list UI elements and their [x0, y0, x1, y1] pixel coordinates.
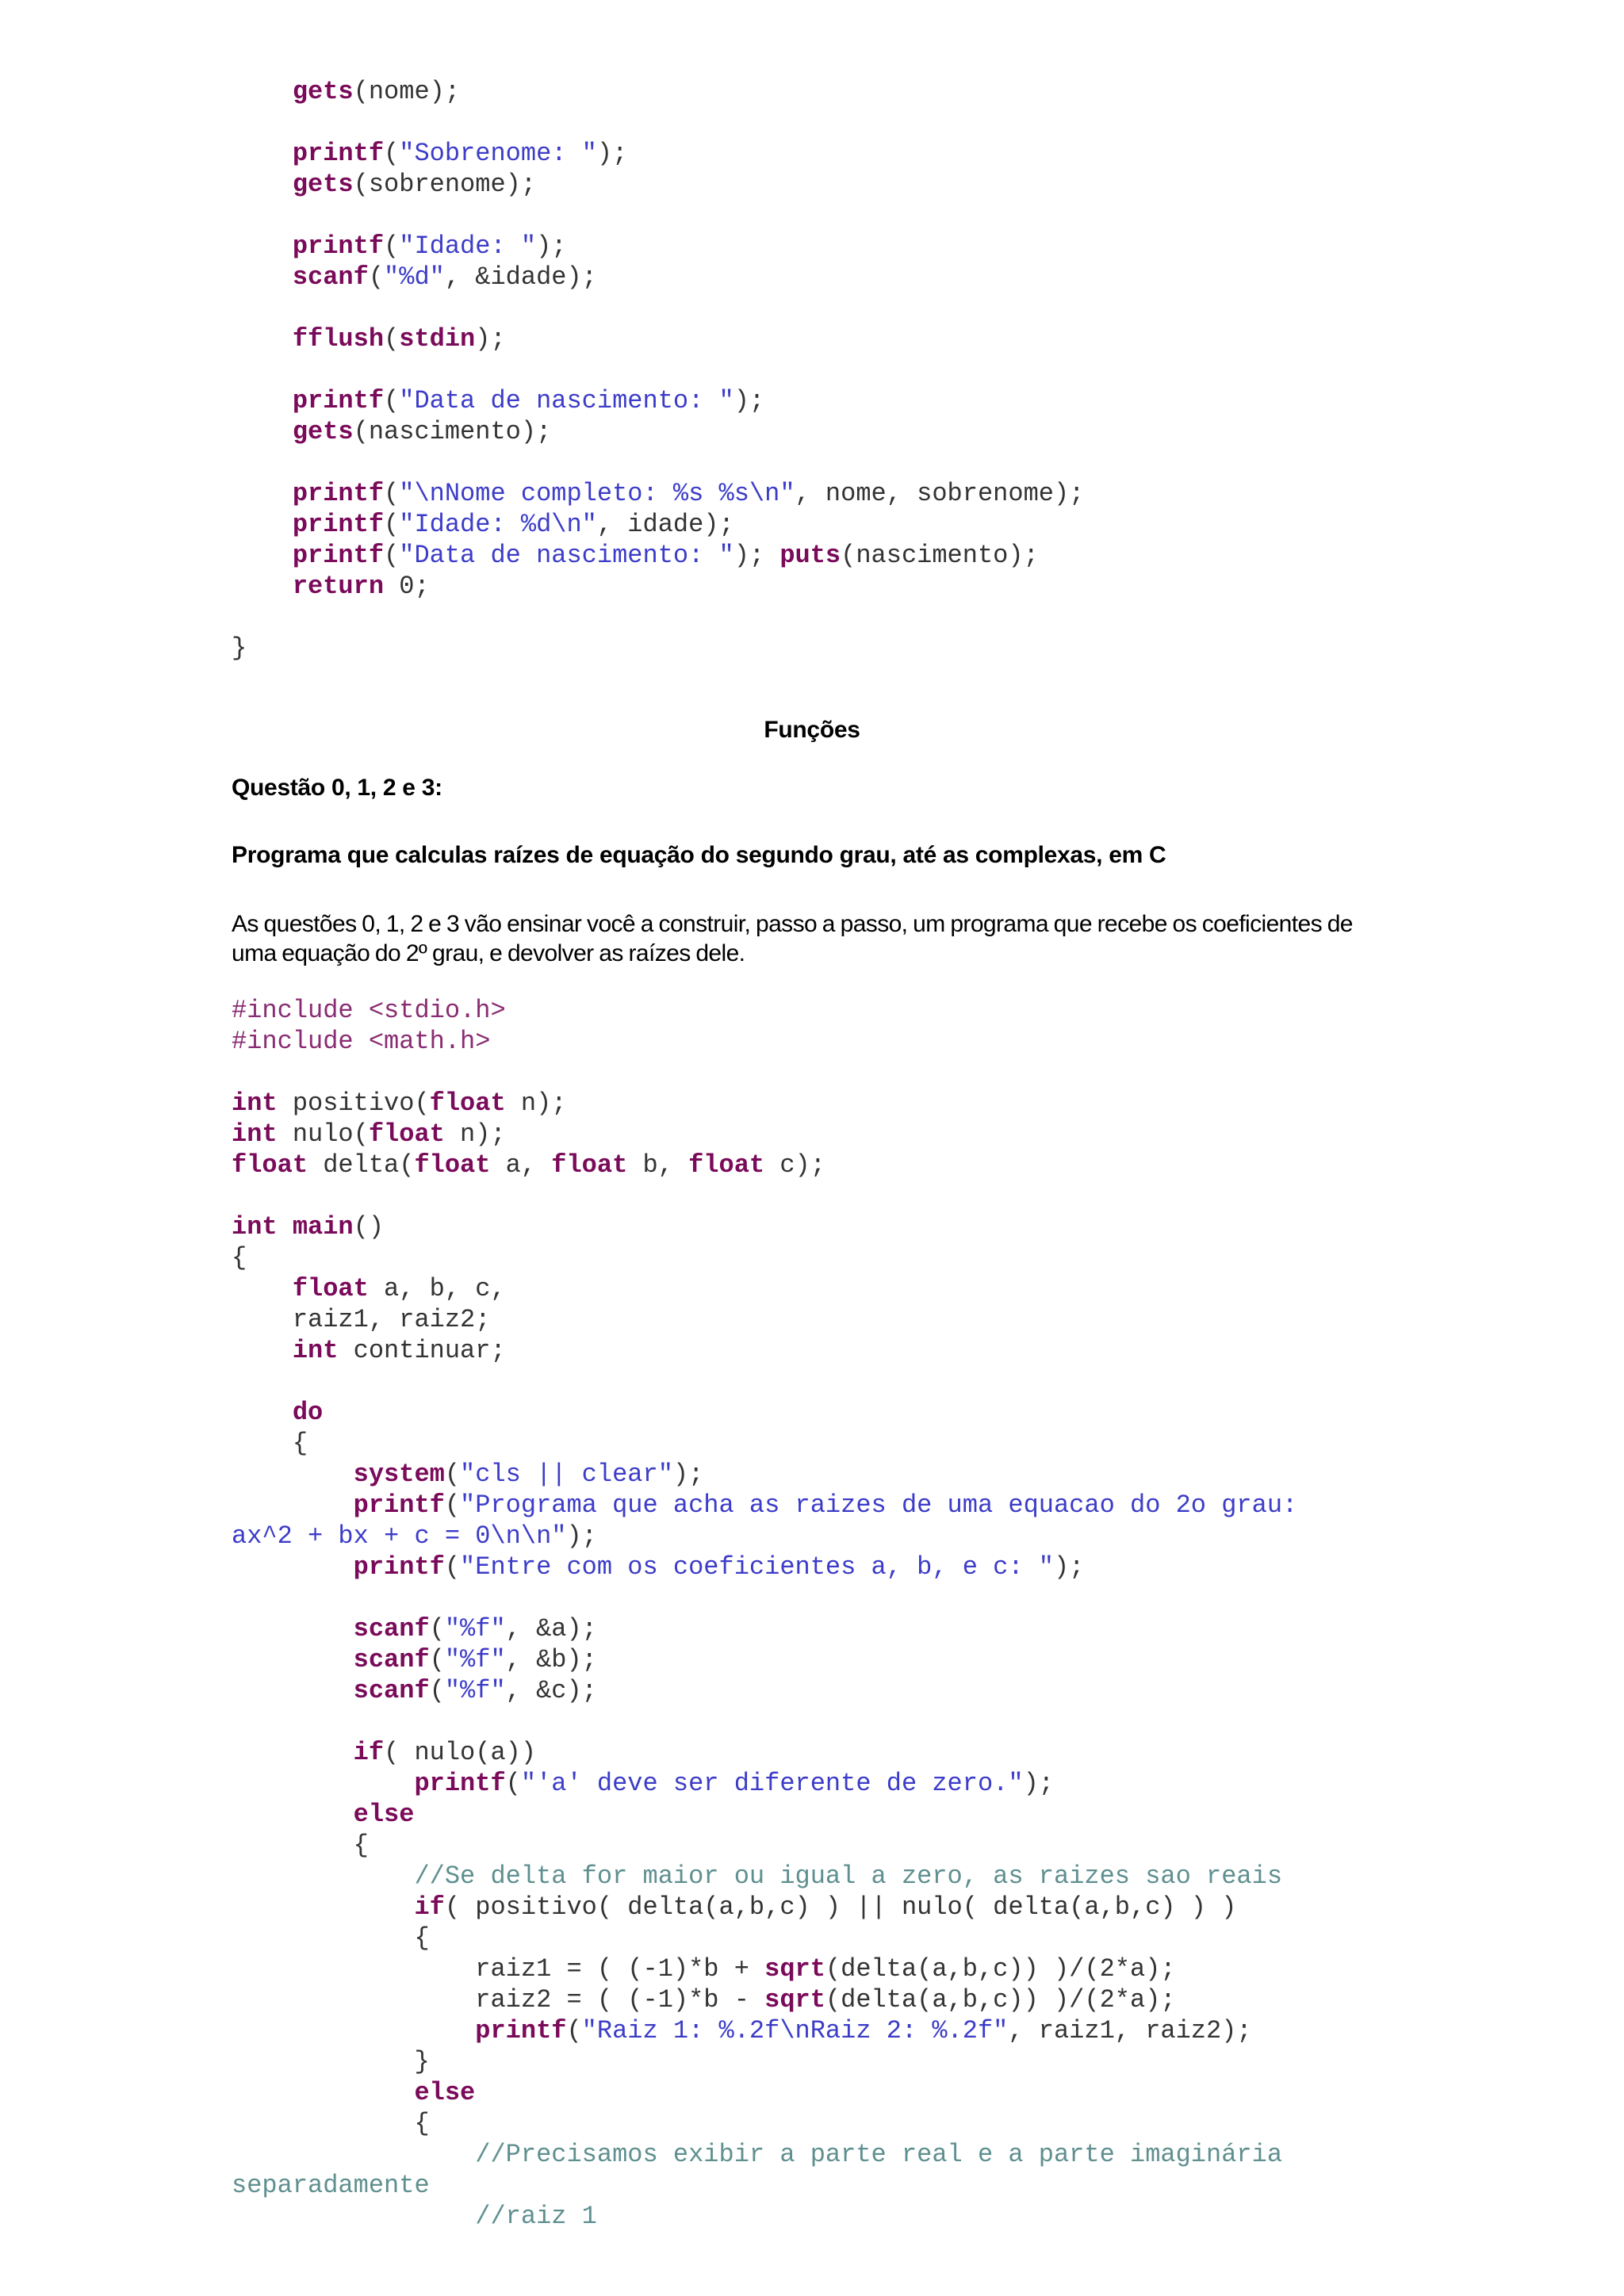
code-line: [232, 1459, 1297, 1490]
code-token: int: [232, 1212, 278, 1242]
code-token: n);: [444, 1119, 506, 1149]
code-token: sqrt: [764, 1954, 825, 1984]
code-token: [232, 541, 293, 570]
code-token: puts: [779, 541, 841, 570]
code-token: (: [368, 262, 385, 292]
code-token: (: [384, 232, 400, 261]
code-line: [232, 1984, 1297, 2015]
code-token: {: [232, 1831, 369, 1860]
code-token: do: [292, 1398, 324, 1427]
code-token: printf: [292, 139, 385, 168]
code-token: (): [353, 1212, 385, 1242]
code-token: (nome);: [353, 77, 461, 106]
code-token: "'a' deve ser diferente de zero.": [520, 1769, 1024, 1798]
code-token: [232, 1862, 414, 1891]
code-token: (: [429, 1614, 445, 1644]
code-line: [232, 169, 1084, 200]
code-token: "Raiz 1: %.2f\nRaiz 2: %.2f": [581, 2016, 1009, 2045]
code-token: [232, 479, 293, 508]
code-token: "%f": [444, 1614, 506, 1644]
code-token: 0;: [384, 572, 430, 601]
code-line: [232, 478, 1084, 509]
code-token: (: [384, 386, 400, 415]
code-token: gets: [292, 77, 354, 106]
code-token: [232, 572, 293, 601]
code-token: //Precisamos exibir a parte real e a parte imaginária: [475, 2140, 1283, 2169]
code-token: "Idade: ": [399, 232, 537, 261]
code-line: [232, 138, 1084, 169]
code-token: {: [232, 1429, 308, 1458]
intro-paragraph: As questões 0, 1, 2 e 3 vão ensinar você a construir, passo a passo, um programa que recebe os coeficientes de uma equação do 2º grau, e devolver as raízes dele.: [232, 911, 1353, 966]
code-token: {: [232, 1923, 430, 1953]
code-token: //Se delta for maior ou igual a zero, as raizes sao reais: [414, 1862, 1283, 1891]
code-token: "%d": [384, 262, 445, 292]
code-token: if: [414, 1892, 445, 1922]
code-token: if: [353, 1738, 385, 1767]
code-token: );: [566, 1521, 597, 1551]
code-line: [232, 1675, 1297, 1706]
code-token: [278, 1212, 293, 1242]
code-line: [232, 323, 1084, 354]
code-token: separadamente: [232, 2171, 430, 2200]
code-token: [232, 386, 293, 415]
code-line: [232, 1521, 1297, 1552]
code-token: #include <math.h>: [232, 1027, 491, 1056]
code-token: [232, 1614, 354, 1644]
code-token: a,: [490, 1150, 552, 1180]
code-line: [232, 2046, 1297, 2077]
code-token: [232, 1676, 354, 1705]
code-token: printf: [414, 1769, 506, 1798]
code-line: [232, 1954, 1297, 1984]
code-line: [232, 1799, 1297, 1830]
code-line: [232, 1366, 1297, 1397]
code-token: printf: [292, 541, 385, 570]
code-token: );: [1053, 1552, 1085, 1582]
code-line: [232, 231, 1084, 262]
code-token: {: [232, 1243, 247, 1272]
code-token: );: [1023, 1769, 1054, 1798]
code-line: [232, 1057, 1297, 1088]
code-token: (: [429, 1676, 445, 1705]
code-line: [232, 293, 1084, 323]
code-token: fflush: [292, 324, 385, 354]
section-title: Funções: [764, 717, 860, 743]
code-token: (: [444, 1460, 461, 1489]
code-line: [232, 447, 1084, 478]
code-token: nulo(: [277, 1119, 369, 1149]
code-line: [232, 262, 1084, 293]
code-token: scanf: [353, 1614, 430, 1644]
code-token: (: [384, 510, 400, 539]
code-token: [232, 170, 293, 199]
code-token: [232, 1769, 414, 1798]
code-token: printf: [353, 1552, 445, 1582]
code-token: (delta(a,b,c)) )/(2*a);: [825, 1954, 1176, 1984]
code-token: n);: [505, 1089, 567, 1118]
code-token: raiz1, raiz2;: [232, 1305, 491, 1334]
code-token: "Data de nascimento: ": [399, 541, 734, 570]
code-token: main: [292, 1212, 354, 1242]
code-token: printf: [292, 510, 385, 539]
code-token: int: [292, 1336, 339, 1365]
code-token: [232, 262, 293, 292]
code-line: [232, 1119, 1297, 1150]
code-token: "\nNome completo: %s %s\n": [399, 479, 795, 508]
code-line: [232, 1582, 1297, 1613]
code-token: float: [368, 1119, 445, 1149]
code-token: }: [232, 2047, 430, 2076]
code-token: [232, 139, 293, 168]
code-token: , &b);: [505, 1645, 597, 1674]
code-token: [232, 1645, 354, 1674]
code-token: float: [414, 1150, 491, 1180]
code-line: [232, 1490, 1297, 1521]
code-line: [232, 1150, 1297, 1181]
code-token: "%f": [444, 1645, 506, 1674]
code-line: [232, 1644, 1297, 1675]
code-token: printf: [292, 386, 385, 415]
code-line: [232, 995, 1297, 1026]
code-token: ( nulo(a)): [384, 1738, 537, 1767]
code-token: {: [232, 2109, 430, 2138]
code-token: "Sobrenome: ": [399, 139, 597, 168]
code-token: (: [384, 479, 400, 508]
code-token: stdin: [399, 324, 476, 354]
code-token: );: [536, 232, 567, 261]
code-token: (sobrenome);: [353, 170, 537, 199]
code-token: [232, 2078, 414, 2107]
code-token: //raiz 1: [475, 2202, 597, 2231]
code-token: [232, 1336, 293, 1365]
code-token: "Entre com os coeficientes a, b, e c: ": [460, 1552, 1054, 1582]
code-token: , &c);: [505, 1676, 597, 1705]
code-token: printf: [475, 2016, 567, 2045]
code-line: [232, 354, 1084, 385]
code-line: [232, 200, 1084, 231]
code-line: [232, 1211, 1297, 1242]
code-line: [232, 2108, 1297, 2139]
code-line: [232, 1706, 1297, 1737]
code-line: [232, 2170, 1297, 2201]
code-token: [232, 1552, 354, 1582]
code-token: [232, 232, 293, 261]
code-token: (nascimento);: [841, 541, 1039, 570]
code-line: [232, 1552, 1297, 1582]
code-line: [232, 2201, 1297, 2232]
code-token: "cls || clear": [460, 1460, 673, 1489]
code-token: int: [232, 1119, 278, 1149]
code-token: "%f": [444, 1676, 506, 1705]
code-token: (: [566, 2016, 582, 2045]
code-line: [232, 76, 1084, 107]
code-line: [232, 1181, 1297, 1211]
code-line: [232, 1304, 1297, 1335]
code-token: , &idade);: [444, 262, 597, 292]
code-line: [232, 2015, 1297, 2046]
code-line: [232, 1861, 1297, 1892]
code-block-input-routine: [232, 76, 1084, 664]
code-token: b,: [627, 1150, 689, 1180]
code-line: [232, 1768, 1297, 1799]
code-token: );: [475, 324, 506, 354]
code-token: [232, 510, 293, 539]
code-token: (: [384, 139, 400, 168]
code-token: , idade);: [596, 510, 734, 539]
code-line: [232, 1088, 1297, 1119]
code-token: (nascimento);: [353, 417, 552, 446]
code-line: [232, 2077, 1297, 2108]
code-token: float: [429, 1089, 506, 1118]
code-token: c);: [764, 1150, 825, 1180]
code-token: , &a);: [505, 1614, 597, 1644]
code-token: system: [353, 1460, 445, 1489]
code-token: "Data de nascimento: ": [399, 386, 734, 415]
code-token: [232, 1892, 414, 1922]
code-token: float: [232, 1150, 308, 1180]
code-token: float: [688, 1150, 765, 1180]
code-token: sqrt: [764, 1985, 825, 2015]
code-token: , nome, sobrenome);: [795, 479, 1085, 508]
code-token: [232, 77, 293, 106]
code-token: else: [353, 1800, 415, 1829]
code-token: scanf: [292, 262, 369, 292]
code-token: [232, 417, 293, 446]
code-token: a, b, c,: [368, 1274, 506, 1303]
code-line: [232, 1026, 1297, 1057]
code-line: [232, 571, 1084, 602]
question-title: Questão 0, 1, 2 e 3:: [232, 775, 442, 801]
code-token: printf: [292, 232, 385, 261]
code-line: [232, 416, 1084, 447]
code-line: [232, 1397, 1297, 1428]
code-token: [232, 1460, 354, 1489]
code-token: else: [414, 2078, 476, 2107]
code-line: [232, 1273, 1297, 1304]
code-token: return: [292, 572, 385, 601]
code-token: gets: [292, 417, 354, 446]
code-token: [232, 1738, 354, 1767]
code-token: continuar;: [338, 1336, 506, 1365]
code-line: [232, 1737, 1297, 1768]
code-token: scanf: [353, 1645, 430, 1674]
code-line: [232, 633, 1084, 664]
program-title: Programa que calculas raízes de equação do segundo grau, até as complexas, em C: [232, 842, 1166, 868]
code-token: delta(: [308, 1150, 415, 1180]
code-token: [232, 2140, 475, 2169]
code-token: float: [292, 1274, 369, 1303]
code-token: (delta(a,b,c)) )/(2*a);: [825, 1985, 1176, 2015]
code-token: [232, 2202, 475, 2231]
code-line: [232, 385, 1084, 416]
code-token: ax^2 + bx + c = 0\n\n": [232, 1521, 567, 1551]
code-token: positivo(: [277, 1089, 430, 1118]
code-token: , raiz1, raiz2);: [1008, 2016, 1252, 2045]
code-token: (: [505, 1769, 521, 1798]
code-line: [232, 1335, 1297, 1366]
code-line: [232, 1613, 1297, 1644]
code-line: [232, 1923, 1297, 1954]
code-token: (: [384, 541, 400, 570]
code-token: "Idade: %d\n": [399, 510, 597, 539]
code-line: [232, 540, 1084, 571]
code-token: [232, 1274, 293, 1303]
code-token: (: [429, 1645, 445, 1674]
code-token: }: [232, 633, 247, 663]
code-token: );: [596, 139, 628, 168]
code-token: gets: [292, 170, 354, 199]
code-token: scanf: [353, 1676, 430, 1705]
code-token: );: [733, 386, 765, 415]
code-token: ( positivo( delta(a,b,c) ) || nulo( delta(a,b,c) ) ): [444, 1892, 1237, 1922]
code-token: (: [444, 1552, 461, 1582]
code-token: );: [733, 541, 780, 570]
code-token: [232, 1800, 354, 1829]
code-line: [232, 602, 1084, 633]
code-token: [232, 324, 293, 354]
code-token: printf: [353, 1490, 445, 1520]
code-token: #include <stdio.h>: [232, 996, 506, 1025]
code-token: );: [672, 1460, 704, 1489]
code-line: [232, 1892, 1297, 1923]
code-token: int: [232, 1089, 278, 1118]
code-line: [232, 1242, 1297, 1273]
code-token: [232, 1398, 293, 1427]
code-block-quadratic-program: [232, 995, 1297, 2232]
code-token: (: [444, 1490, 461, 1520]
code-line: [232, 107, 1084, 138]
code-token: raiz1 = ( (-1)*b +: [232, 1954, 765, 1984]
code-line: [232, 1830, 1297, 1861]
code-token: [232, 2016, 475, 2045]
code-token: [232, 1490, 354, 1520]
code-token: raiz2 = ( (-1)*b -: [232, 1985, 765, 2015]
code-line: [232, 2139, 1297, 2170]
code-token: "Programa que acha as raizes de uma equacao do 2o grau:: [460, 1490, 1298, 1520]
code-token: float: [551, 1150, 628, 1180]
code-line: [232, 1428, 1297, 1459]
code-token: (: [384, 324, 400, 354]
code-token: printf: [292, 479, 385, 508]
code-line: [232, 509, 1084, 540]
